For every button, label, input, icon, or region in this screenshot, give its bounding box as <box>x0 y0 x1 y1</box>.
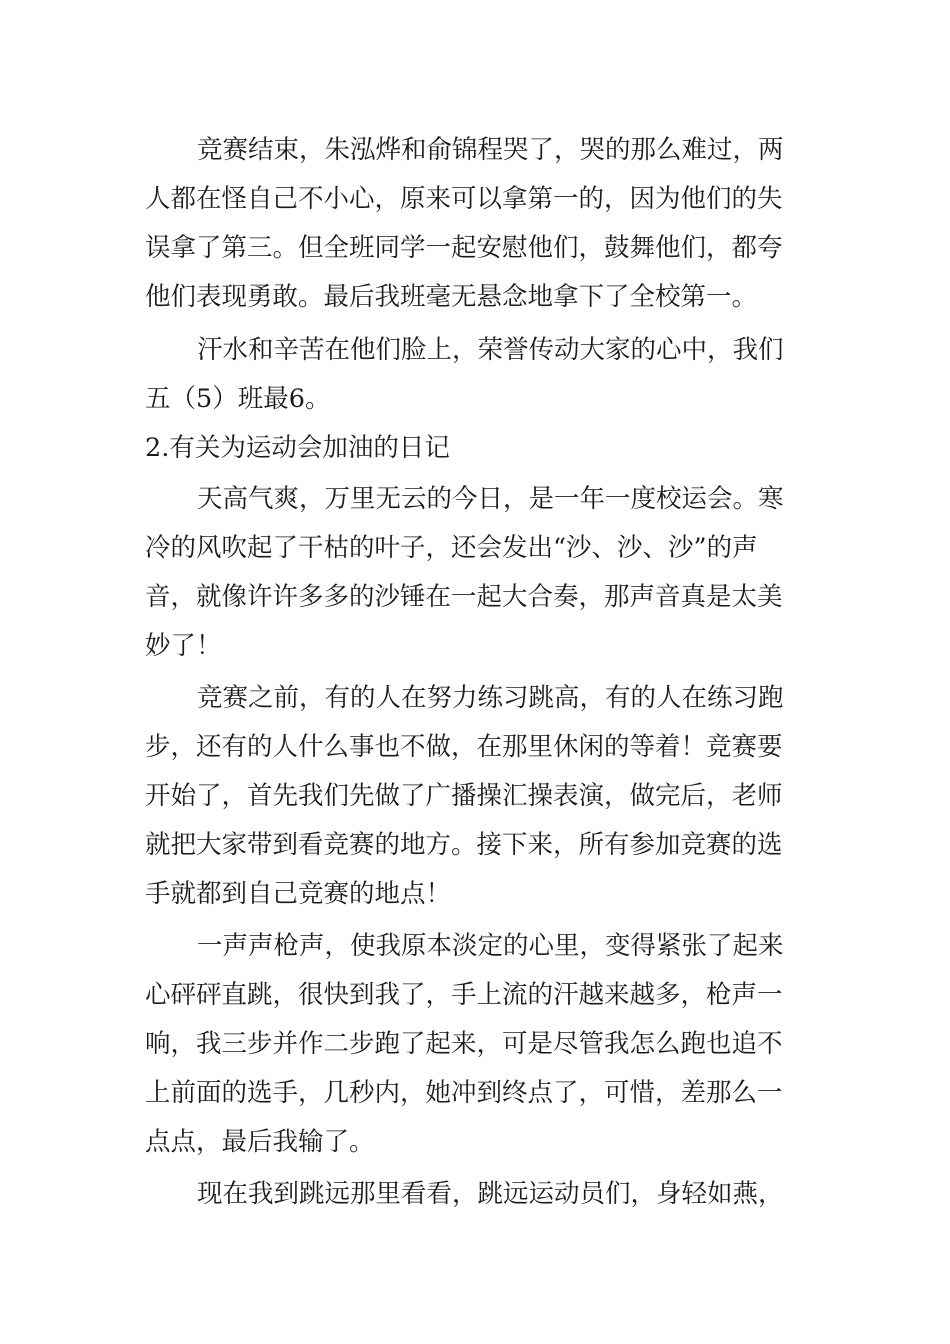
paragraph-line: 手就都到自己竞赛的地点！ <box>145 879 452 909</box>
paragraph-line: 冷的风吹起了干枯的叶子，还会发出“沙、沙、沙”的声 <box>145 533 758 563</box>
paragraph-line: 误拿了第三。但全班同学一起安慰他们，鼓舞他们，都夸 <box>145 233 783 263</box>
paragraph-line: 音，就像许许多多的沙锤在一起大合奏，那声音真是太美 <box>145 582 783 612</box>
paragraph-line: 一声声枪声，使我原本淡定的心里，变得紧张了起来 <box>197 931 784 961</box>
section-heading: 2.有关为运动会加油的日记 <box>145 433 450 463</box>
paragraph-line: 竞赛之前，有的人在努力练习跳高，有的人在练习跑 <box>197 683 784 713</box>
paragraph-line: 响，我三步并作二步跑了起来，可是尽管我怎么跑也追不 <box>145 1029 783 1059</box>
paragraph-line: 步，还有的人什么事也不做，在那里休闲的等着！竞赛要 <box>145 732 783 762</box>
paragraph-line: 五（5）班最6。 <box>145 384 331 414</box>
paragraph-line: 心砰砰直跳，很快到我了，手上流的汗越来越多，枪声一 <box>145 980 783 1010</box>
paragraph-line: 开始了，首先我们先做了广播操汇操表演，做完后，老师 <box>145 781 783 811</box>
paragraph-line: 就把大家带到看竞赛的地方。接下来，所有参加竞赛的选 <box>145 830 783 860</box>
paragraph-line: 汗水和辛苦在他们脸上，荣誉传动大家的心中，我们 <box>197 335 784 365</box>
paragraph-line: 现在我到跳远那里看看，跳远运动员们，身轻如燕， <box>197 1179 784 1209</box>
paragraph-line: 人都在怪自己不小心，原来可以拿第一的，因为他们的失 <box>145 184 783 214</box>
paragraph-line: 天高气爽，万里无云的今日，是一年一度校运会。寒 <box>197 484 784 514</box>
paragraph-line: 点点，最后我输了。 <box>145 1127 375 1157</box>
paragraph-line: 他们表现勇敢。最后我班毫无悬念地拿下了全校第一。 <box>145 282 758 312</box>
paragraph-line: 竞赛结束，朱泓烨和俞锦程哭了，哭的那么难过，两 <box>197 135 784 165</box>
paragraph-line: 妙了！ <box>145 631 222 661</box>
paragraph-line: 上前面的选手，几秒内，她冲到终点了，可惜，差那么一 <box>145 1078 783 1108</box>
